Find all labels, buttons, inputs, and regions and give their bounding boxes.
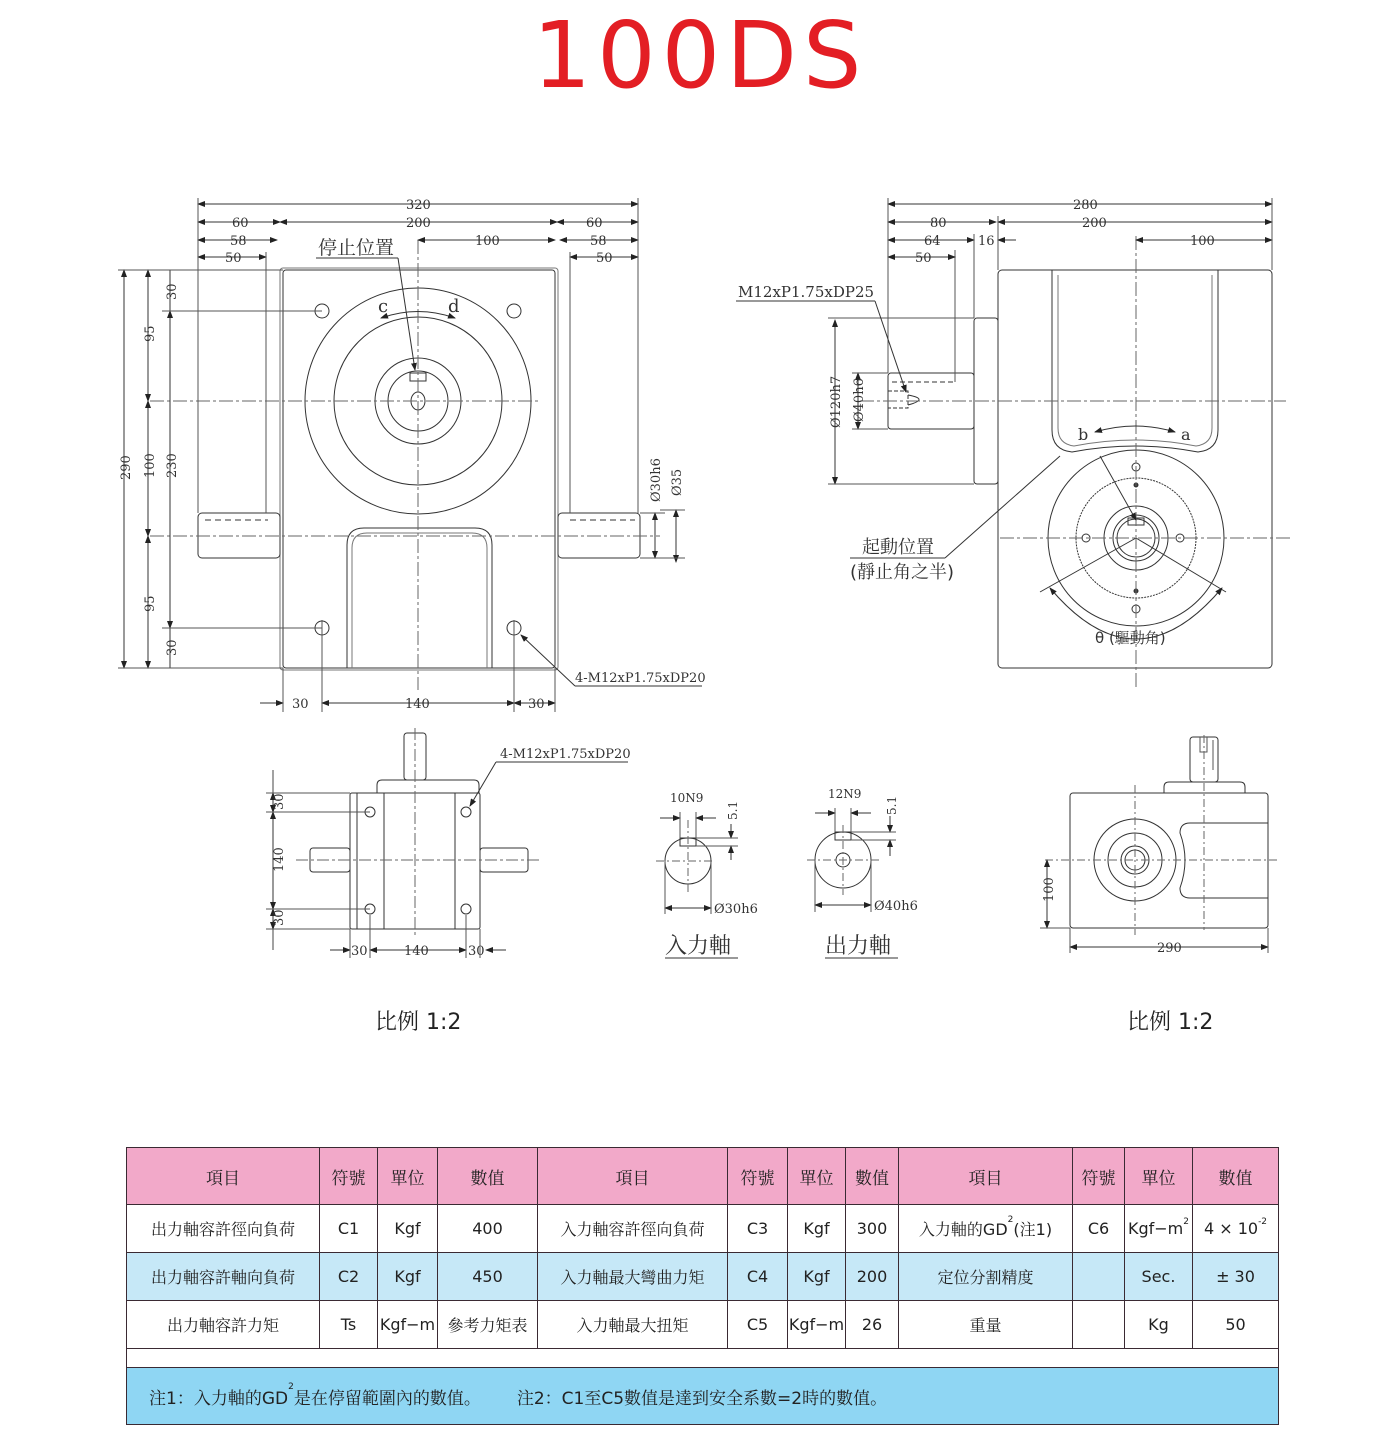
svg-text:100: 100 bbox=[1042, 877, 1057, 902]
svg-text:280: 280 bbox=[1073, 198, 1098, 213]
cell: Kgf−m bbox=[788, 1301, 846, 1349]
svg-text:Ø30h6: Ø30h6 bbox=[714, 902, 758, 917]
svg-text:95: 95 bbox=[143, 595, 158, 612]
svg-text:200: 200 bbox=[406, 216, 431, 231]
spec-table bbox=[126, 1147, 1279, 1425]
end-view bbox=[1040, 735, 1278, 956]
cell-value-exp bbox=[1193, 1205, 1279, 1253]
svg-text:停止位置: 停止位置 bbox=[318, 237, 395, 259]
cell: 300 bbox=[846, 1205, 899, 1253]
superscript: 2 bbox=[1007, 1215, 1014, 1225]
svg-text:30: 30 bbox=[272, 909, 287, 926]
svg-text:200: 200 bbox=[1082, 216, 1107, 231]
svg-text:290: 290 bbox=[119, 455, 134, 480]
svg-text:50: 50 bbox=[915, 251, 932, 266]
cell: 參考力矩表 bbox=[438, 1301, 538, 1349]
superscript: 2 bbox=[1183, 1217, 1189, 1227]
svg-text:64: 64 bbox=[924, 234, 941, 249]
svg-text:95: 95 bbox=[143, 325, 158, 342]
cell: 入力軸最大扭矩 bbox=[538, 1301, 728, 1349]
superscript: -2 bbox=[1258, 1217, 1268, 1227]
cell-gd2 bbox=[899, 1205, 1073, 1253]
svg-text:60: 60 bbox=[232, 216, 249, 231]
note-1: 注1：入力軸的GD bbox=[149, 1388, 289, 1409]
svg-text:140: 140 bbox=[405, 697, 430, 712]
svg-text:d: d bbox=[448, 296, 460, 317]
scale-label-right: 比例 1:2 bbox=[1127, 1010, 1214, 1035]
cell: 出力軸容許力矩 bbox=[127, 1301, 320, 1349]
svg-text:M12xP1.75xDP25: M12xP1.75xDP25 bbox=[738, 283, 875, 301]
side-view bbox=[736, 198, 1290, 688]
cell: 重量 bbox=[899, 1301, 1073, 1349]
table-spacer-row bbox=[127, 1349, 1279, 1368]
svg-text:起動位置: 起動位置 bbox=[862, 537, 934, 558]
cell-unit-m2 bbox=[1125, 1205, 1193, 1253]
svg-text:58: 58 bbox=[230, 234, 247, 249]
svg-text:c: c bbox=[378, 296, 389, 317]
top-view bbox=[118, 198, 706, 712]
cell: 入力軸容許徑向負荷 bbox=[538, 1205, 728, 1253]
svg-text:50: 50 bbox=[596, 251, 613, 266]
svg-text:80: 80 bbox=[930, 216, 947, 231]
output-shaft-section bbox=[807, 787, 918, 959]
svg-text:50: 50 bbox=[225, 251, 242, 266]
scale-label-left: 比例 1:2 bbox=[375, 1010, 462, 1035]
header-unit: 單位 bbox=[788, 1148, 846, 1205]
header-symbol: 符號 bbox=[728, 1148, 788, 1205]
cell: Kgf bbox=[788, 1253, 846, 1301]
spacer-cell bbox=[127, 1349, 1279, 1368]
model-title: 100DS bbox=[532, 2, 868, 109]
notes-cell bbox=[127, 1368, 1279, 1425]
cell: Kgf bbox=[378, 1205, 438, 1253]
cell: Kgf bbox=[788, 1205, 846, 1253]
svg-text:10N9: 10N9 bbox=[670, 791, 704, 805]
header-symbol: 符號 bbox=[1073, 1148, 1125, 1205]
svg-text:30: 30 bbox=[528, 697, 545, 712]
svg-text:12N9: 12N9 bbox=[828, 787, 862, 801]
cell: 出力軸容許軸向負荷 bbox=[127, 1253, 320, 1301]
svg-text:Ø40h6: Ø40h6 bbox=[874, 899, 918, 914]
header-unit: 單位 bbox=[378, 1148, 438, 1205]
svg-text:入力軸: 入力軸 bbox=[665, 934, 732, 959]
header-item: 項目 bbox=[538, 1148, 728, 1205]
svg-text:100: 100 bbox=[1190, 234, 1215, 249]
svg-text:Ø120h7: Ø120h7 bbox=[829, 375, 844, 428]
cell: Sec. bbox=[1125, 1253, 1193, 1301]
svg-text:(靜止角之半): (靜止角之半) bbox=[850, 562, 955, 583]
cell: 26 bbox=[846, 1301, 899, 1349]
header-value: 數值 bbox=[1193, 1148, 1279, 1205]
svg-text:30: 30 bbox=[351, 944, 368, 959]
svg-text:100: 100 bbox=[475, 234, 500, 249]
note-2: 注2：C1至C5數值是達到安全系數=2時的數值。 bbox=[516, 1388, 888, 1409]
svg-text:5.1: 5.1 bbox=[726, 800, 740, 820]
svg-text:θ (驅動角): θ (驅動角) bbox=[1095, 629, 1166, 647]
cell: C4 bbox=[728, 1253, 788, 1301]
cell: Kgf−m bbox=[378, 1301, 438, 1349]
svg-text:58: 58 bbox=[590, 234, 607, 249]
header-unit: 單位 bbox=[1125, 1148, 1193, 1205]
header-value: 數值 bbox=[438, 1148, 538, 1205]
cell bbox=[1073, 1253, 1125, 1301]
cell: 入力軸最大彎曲力矩 bbox=[538, 1253, 728, 1301]
input-shaft-section bbox=[656, 791, 758, 959]
cell bbox=[1073, 1301, 1125, 1349]
svg-text:60: 60 bbox=[586, 216, 603, 231]
svg-text:Ø35: Ø35 bbox=[670, 468, 685, 496]
cell: Kg bbox=[1125, 1301, 1193, 1349]
cell: 200 bbox=[846, 1253, 899, 1301]
svg-text:a: a bbox=[1181, 425, 1191, 444]
header-value: 數值 bbox=[846, 1148, 899, 1205]
svg-text:100: 100 bbox=[143, 453, 158, 478]
svg-text:4-M12xP1.75xDP20: 4-M12xP1.75xDP20 bbox=[500, 747, 631, 762]
gd2-note-ref: (注1) bbox=[1013, 1220, 1053, 1239]
svg-text:140: 140 bbox=[404, 944, 429, 959]
cell: Ts bbox=[320, 1301, 378, 1349]
svg-text:4-M12xP1.75xDP20: 4-M12xP1.75xDP20 bbox=[575, 671, 706, 686]
svg-text:30: 30 bbox=[468, 944, 485, 959]
svg-text:30: 30 bbox=[272, 793, 287, 810]
front-view bbox=[266, 728, 631, 959]
svg-text:140: 140 bbox=[272, 847, 287, 872]
svg-text:5.1: 5.1 bbox=[885, 795, 899, 815]
header-item: 項目 bbox=[899, 1148, 1073, 1205]
cell: 50 bbox=[1193, 1301, 1279, 1349]
table-row bbox=[127, 1253, 1279, 1301]
svg-text:出力軸: 出力軸 bbox=[825, 934, 892, 959]
svg-text:30: 30 bbox=[165, 283, 180, 300]
svg-text:30: 30 bbox=[165, 639, 180, 656]
svg-text:320: 320 bbox=[406, 198, 431, 213]
svg-text:b: b bbox=[1078, 425, 1089, 444]
note-1-suffix: 是在停留範圍內的數值。 bbox=[293, 1388, 481, 1409]
svg-text:Ø30h6: Ø30h6 bbox=[649, 458, 664, 502]
header-symbol: 符號 bbox=[320, 1148, 378, 1205]
cell: 450 bbox=[438, 1253, 538, 1301]
cell: C3 bbox=[728, 1205, 788, 1253]
cell: C6 bbox=[1073, 1205, 1125, 1253]
cell: 定位分割精度 bbox=[899, 1253, 1073, 1301]
value-base: 4 × 10 bbox=[1203, 1219, 1259, 1238]
table-row bbox=[127, 1301, 1279, 1349]
svg-text:16: 16 bbox=[978, 234, 995, 249]
svg-text:230: 230 bbox=[165, 453, 180, 478]
svg-text:290: 290 bbox=[1157, 941, 1182, 956]
gd2-label: 入力軸的GD bbox=[918, 1220, 1008, 1239]
header-item: 項目 bbox=[127, 1148, 320, 1205]
table-notes-row bbox=[127, 1368, 1279, 1425]
superscript: 2 bbox=[288, 1381, 294, 1392]
cell: 400 bbox=[438, 1205, 538, 1253]
cell: Kgf bbox=[378, 1253, 438, 1301]
cell: 出力軸容許徑向負荷 bbox=[127, 1205, 320, 1253]
cell: C1 bbox=[320, 1205, 378, 1253]
unit-label: Kgf−m bbox=[1127, 1219, 1184, 1238]
cell: C5 bbox=[728, 1301, 788, 1349]
cell: ± 30 bbox=[1193, 1253, 1279, 1301]
table-header-row bbox=[127, 1148, 1279, 1205]
svg-text:Ø40h6: Ø40h6 bbox=[852, 378, 867, 422]
table-row bbox=[127, 1205, 1279, 1253]
svg-text:30: 30 bbox=[292, 697, 309, 712]
cell: C2 bbox=[320, 1253, 378, 1301]
